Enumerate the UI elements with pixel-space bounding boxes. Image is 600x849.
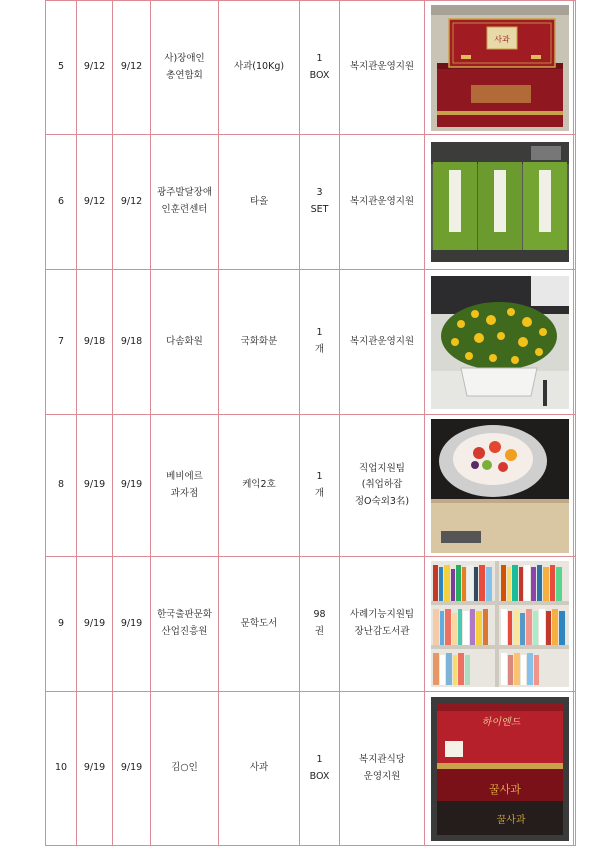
towel-sets-photo xyxy=(431,142,569,262)
received-date-cell: 9/19 xyxy=(77,692,113,846)
gift-box-photo xyxy=(431,5,569,131)
quantity-cell: 1 BOX xyxy=(300,1,340,135)
distributed-date-cell: 9/19 xyxy=(113,557,151,692)
fruit-cake-photo xyxy=(431,419,569,553)
donation-table-body xyxy=(46,1,576,846)
usage-cell: 사례기능지원팀 장난감도서관 xyxy=(340,557,425,692)
svg-text:꿀사과: 꿀사과 xyxy=(496,814,526,826)
donated-item-cell: 사과(10Kg) xyxy=(219,1,300,135)
row-number-cell: 9 xyxy=(46,557,77,692)
donor-name-cell: 사)장애인 총연합회 xyxy=(151,1,219,135)
row-number-cell: 10 xyxy=(46,692,77,846)
table-row xyxy=(46,135,576,270)
quantity-cell: 98 권 xyxy=(300,557,340,692)
row-number-cell: 8 xyxy=(46,415,77,557)
received-date-cell: 9/12 xyxy=(77,1,113,135)
bookshelf-photo xyxy=(431,561,569,687)
photo-cell xyxy=(425,557,576,692)
row-number-cell: 6 xyxy=(46,135,77,270)
distributed-date-cell: 9/12 xyxy=(113,135,151,270)
donor-name-cell: 한국출판문화 산업진흥원 xyxy=(151,557,219,692)
quantity-cell: 1 개 xyxy=(300,415,340,557)
donated-item-cell: 문학도서 xyxy=(219,557,300,692)
donated-item-cell: 국화화분 xyxy=(219,270,300,415)
svg-text:하이엔드: 하이엔드 xyxy=(481,716,521,728)
quantity-cell: 1 BOX xyxy=(300,692,340,846)
photo-cell xyxy=(425,415,576,557)
table-row xyxy=(46,557,576,692)
quantity-cell: 3 SET xyxy=(300,135,340,270)
photo-cell xyxy=(425,270,576,415)
distributed-date-cell: 9/19 xyxy=(113,692,151,846)
donated-item-cell: 케익2호 xyxy=(219,415,300,557)
donor-name-cell: 다솜화원 xyxy=(151,270,219,415)
donor-name-cell: 광주발달장애 인훈련센터 xyxy=(151,135,219,270)
table-row xyxy=(46,692,576,846)
usage-cell: 복지관운영지원 xyxy=(340,270,425,415)
donor-name-cell: 베비에르 과자점 xyxy=(151,415,219,557)
quantity-cell: 1 개 xyxy=(300,270,340,415)
row-number-cell: 5 xyxy=(46,1,77,135)
usage-cell: 복지관운영지원 xyxy=(340,135,425,270)
received-date-cell: 9/12 xyxy=(77,135,113,270)
svg-text:꿀사과: 꿀사과 xyxy=(489,782,521,796)
photo-cell xyxy=(425,692,576,846)
table-row xyxy=(46,1,576,135)
usage-cell: 복지관운영지원 xyxy=(340,1,425,135)
apple-box-photo xyxy=(431,697,569,841)
chrysanthemum-pot-photo xyxy=(431,276,569,409)
distributed-date-cell: 9/18 xyxy=(113,270,151,415)
received-date-cell: 9/19 xyxy=(77,415,113,557)
photo-cell xyxy=(425,135,576,270)
table-row xyxy=(46,270,576,415)
donated-item-cell: 타올 xyxy=(219,135,300,270)
table-row xyxy=(46,415,576,557)
received-date-cell: 9/19 xyxy=(77,557,113,692)
donation-table xyxy=(45,0,576,846)
received-date-cell: 9/18 xyxy=(77,270,113,415)
usage-cell: 직업지원팀 (취업하잡 정O숙외3名) xyxy=(340,415,425,557)
row-number-cell: 7 xyxy=(46,270,77,415)
svg-text:사과: 사과 xyxy=(494,34,510,44)
distributed-date-cell: 9/12 xyxy=(113,1,151,135)
distributed-date-cell: 9/19 xyxy=(113,415,151,557)
photo-cell xyxy=(425,1,576,135)
donated-item-cell: 사과 xyxy=(219,692,300,846)
usage-cell: 복지관식당 운영지원 xyxy=(340,692,425,846)
donor-name-cell: 김○인 xyxy=(151,692,219,846)
